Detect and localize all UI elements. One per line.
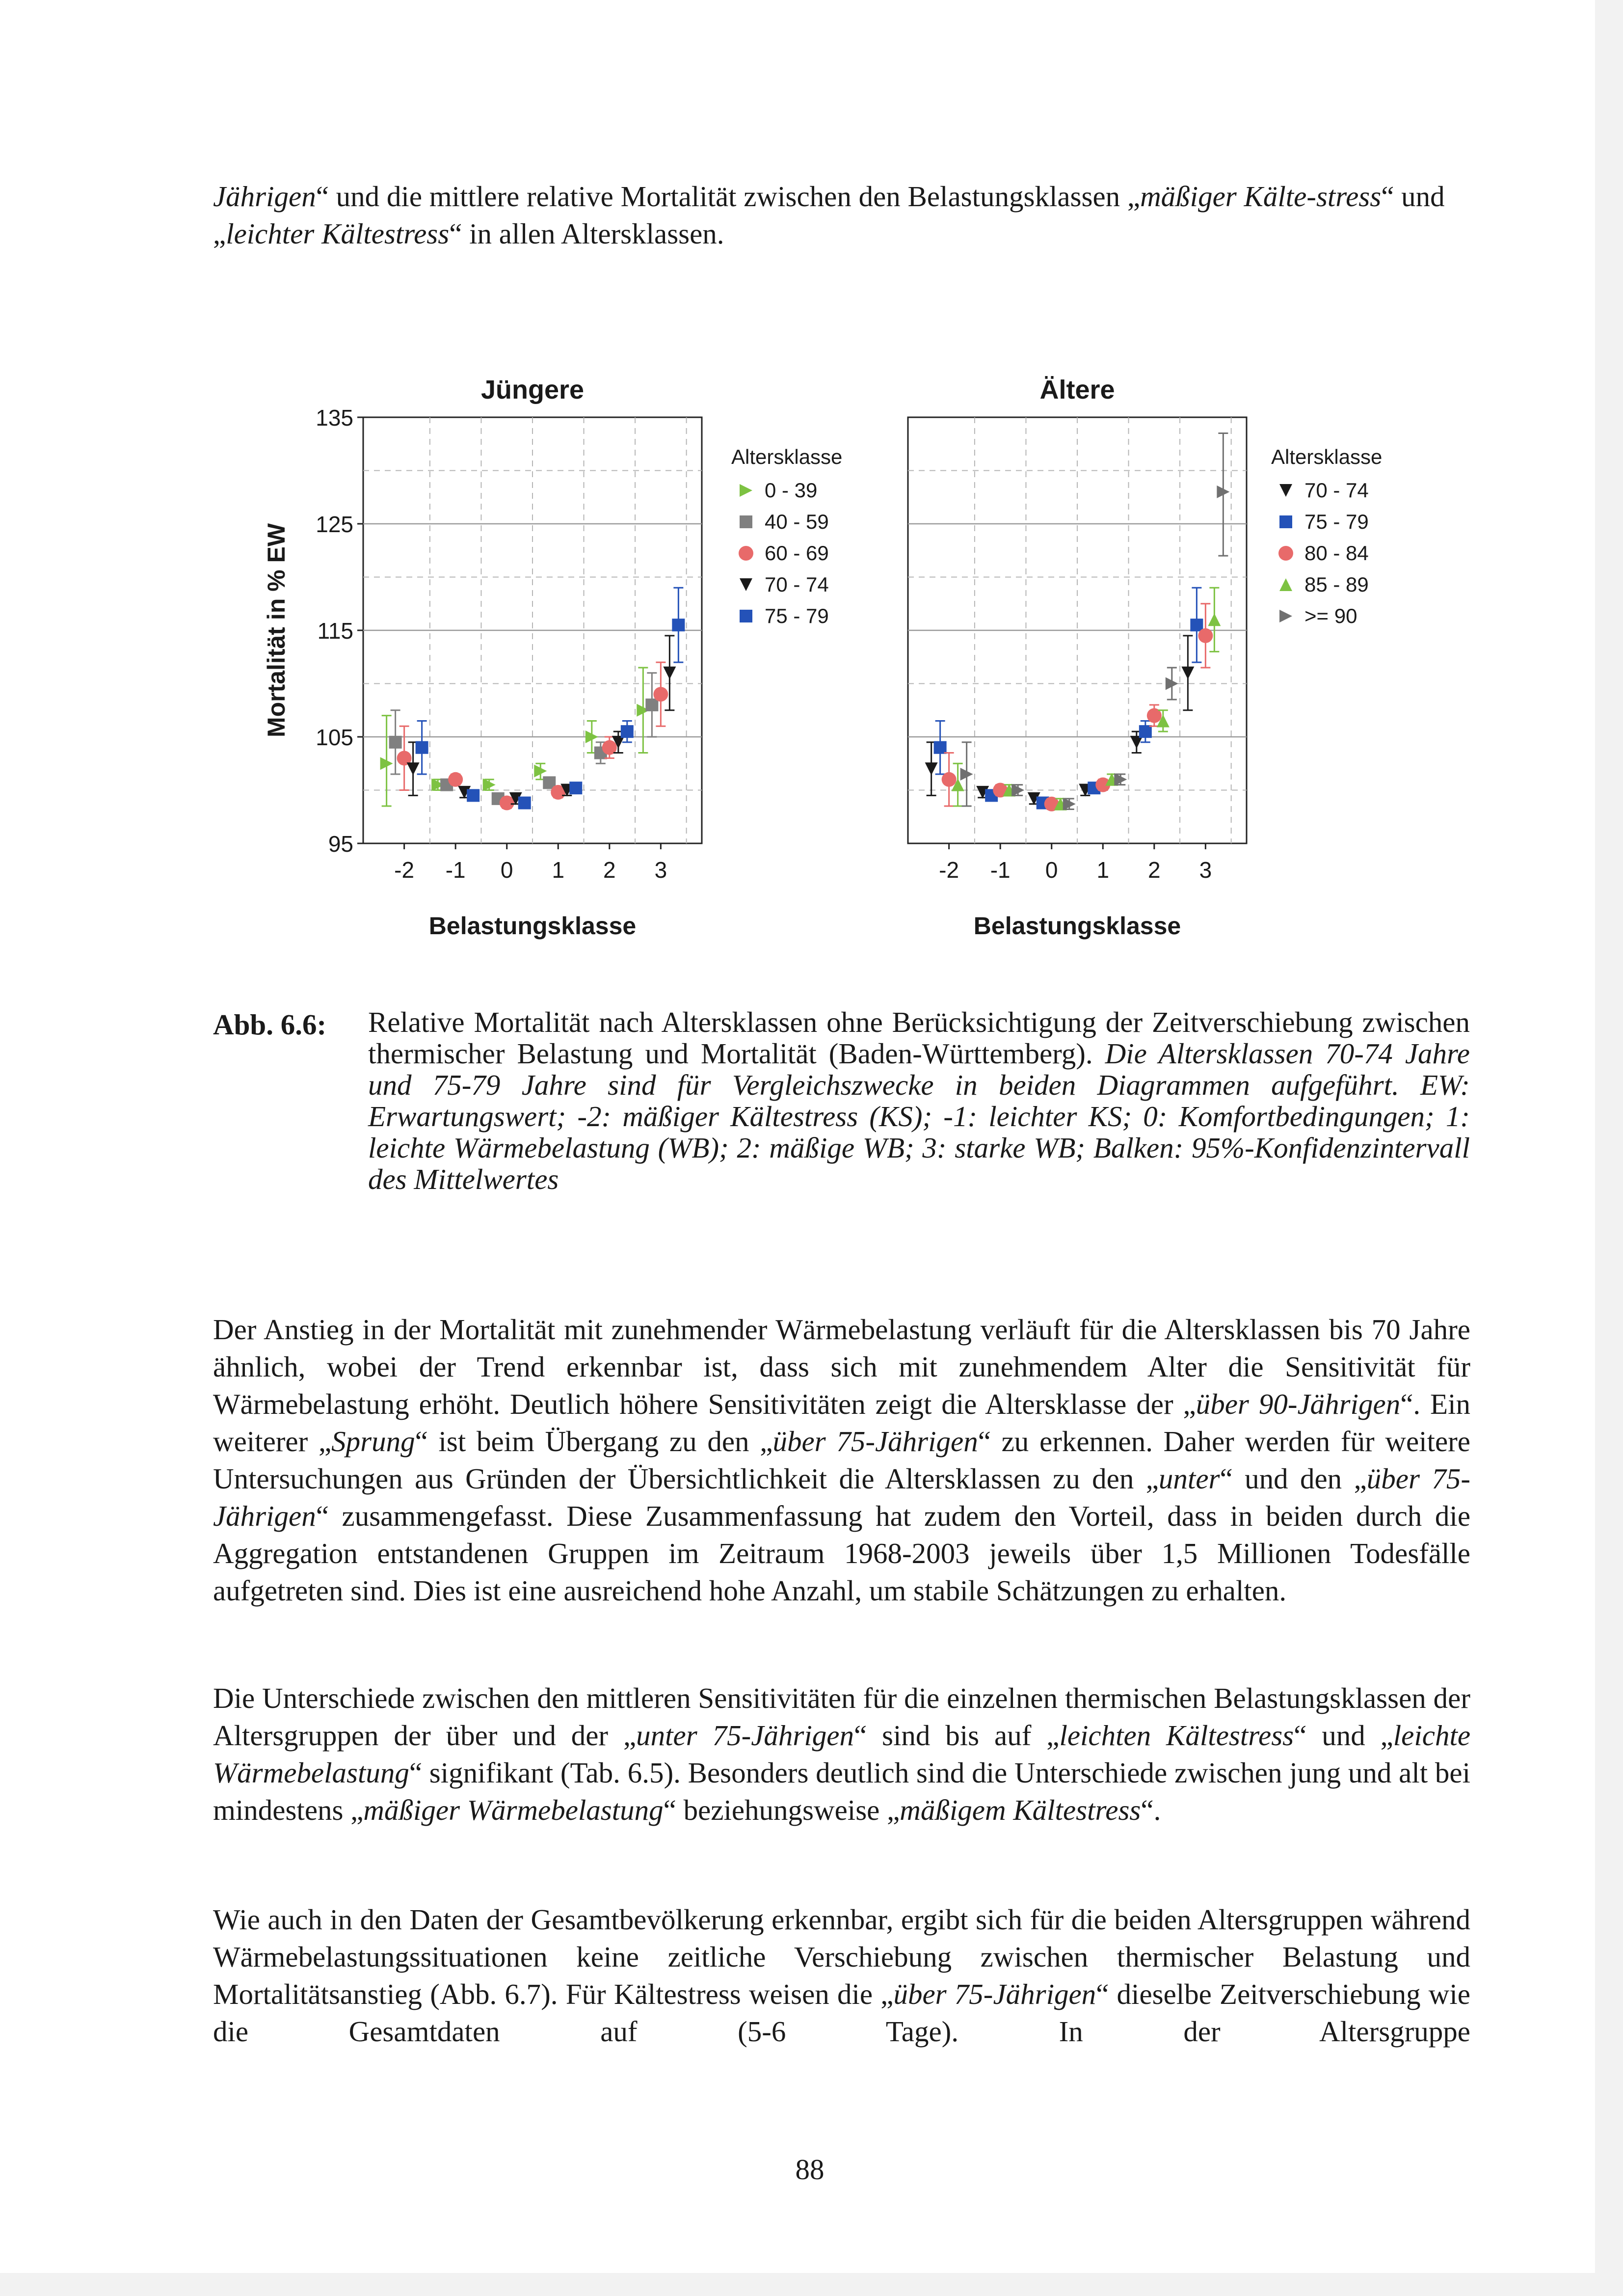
legend-label: 70 - 74	[765, 573, 829, 596]
data-point	[653, 687, 668, 702]
x-tick-label: 0	[500, 857, 513, 883]
data-point	[621, 725, 634, 738]
para-text: Der Anstieg in der Mortalität mit zunehmender Wärmebelastung verläuft für die Altersklassen bis 70 Jahre ähnlich, wobei der Trend erkennbar ist, dass sich mit zunehmendem Alter die Sensitivität für Wärmebelastung erhöht. Deutlich höhere Sensitivitäten zeigt die Altersklasse der „	[213, 1313, 1470, 1420]
legend-label: 75 - 79	[1304, 510, 1369, 533]
intro-text: “ und die mittlere relative Mortalität zwischen den Belastungsklassen „	[316, 180, 1141, 213]
legend-label: 85 - 89	[1304, 573, 1369, 596]
series--90	[960, 433, 1230, 810]
data-point	[518, 797, 531, 810]
x-tick-label: 3	[654, 857, 667, 883]
data-point	[389, 736, 402, 749]
para-text: Wie auch in den Daten der Gesamtbevölkerung erkennbar, ergibt sich für die beiden Altersgruppen während Wärmebelastungssituationen keine zeitliche Verschiebung zwischen thermischer Belastung und Mortalitätsanstieg (Abb. 6.7). Für Kältestress weisen die „	[213, 1903, 1470, 2010]
y-tick-label: 115	[317, 618, 353, 644]
y-axis-label: Mortalität in % EW	[263, 523, 290, 738]
legend	[1271, 445, 1382, 627]
data-point	[1198, 628, 1213, 643]
x-tick-label: 1	[552, 857, 565, 883]
intro-text: “ und „	[213, 180, 1445, 250]
para-text: “ und „	[1294, 1719, 1393, 1752]
para-text: “ zusammengefasst. Diese Zusammenfassung hat zudem den Vorteil, dass in beiden durch die Aggregation entstandenen Gruppen im Zeitraum 1968-2003 jeweils über 1,5 Millionen Todesfälle aufgetreten sind. Dies ist eine ausreichend hohe Anzahl, um stabile Schätzungen zu erhalten.	[213, 1500, 1470, 1607]
para-text: “ sind bis auf „	[853, 1719, 1060, 1752]
figure-caption	[368, 1006, 1470, 1195]
legend-label: 0 - 39	[765, 479, 818, 502]
data-point	[942, 772, 957, 787]
para-text: “ signifikant (Tab. 6.5). Besonders deutlich sind die Unterschiede zwischen jung und alt bei mindestens „	[213, 1756, 1470, 1826]
x-tick-label: -2	[394, 857, 415, 883]
caption-text-italic: Die Altersklassen 70-74 Jahre und 75-79 Jahre sind für Vergleichszwecke in beiden Diagrammen aufgeführt. EW: Erwartungswert; -2: mäßiger Kältestress (KS); -1: leichter KS; 0: Komfortbedingungen; 1: leichte Wärmebelastung (WB); 2: mäßige WB; 3: starke WB; Balken: 95%-Konfidenzintervall des Mittelwertes	[368, 1037, 1470, 1195]
page-number: 88	[795, 2153, 825, 2186]
para-term: Sprung	[331, 1425, 415, 1458]
chart-panel-1	[263, 375, 842, 940]
body-paragraph-2	[213, 1679, 1470, 1829]
para-term: unter 75-Jährigen	[636, 1719, 854, 1752]
data-point	[672, 619, 685, 631]
x-tick-label: 2	[1148, 857, 1161, 883]
para-term: unter	[1158, 1462, 1220, 1495]
para-term: leichten Kältestress	[1059, 1719, 1294, 1752]
x-tick-label: -2	[939, 857, 959, 883]
intro-term: leichter Kältestress	[226, 217, 450, 250]
data-point	[934, 741, 947, 754]
para-term: über 90-Jährigen	[1196, 1388, 1401, 1420]
data-point	[925, 762, 938, 775]
data-point	[1181, 667, 1194, 679]
para-term: mäßigem Kältestress	[900, 1794, 1141, 1826]
para-text: “ ist beim Übergang zu den „	[415, 1425, 773, 1458]
data-point	[663, 667, 676, 679]
x-axis-label: Belastungsklasse	[428, 912, 637, 940]
legend-label: 80 - 84	[1304, 541, 1369, 565]
body-paragraph-1	[213, 1311, 1470, 1609]
legend-label: 75 - 79	[765, 604, 829, 627]
y-tick-label: 125	[316, 512, 353, 537]
x-tick-label: 2	[603, 857, 616, 883]
data-point	[500, 796, 514, 810]
x-tick-label: -1	[445, 857, 466, 883]
legend-label: 70 - 74	[1304, 479, 1369, 502]
data-point	[448, 772, 463, 787]
y-tick-label: 95	[328, 831, 353, 857]
para-text: “.	[1141, 1794, 1161, 1826]
para-term: über 75-Jährigen	[893, 1978, 1096, 2010]
intro-term: mäßiger Kälte-stress	[1140, 180, 1382, 213]
chart-title: Ältere	[1039, 375, 1115, 405]
legend-label: >= 90	[1304, 604, 1357, 627]
data-point	[467, 789, 479, 802]
legend-marker	[740, 484, 752, 497]
x-tick-label: 1	[1096, 857, 1110, 883]
para-term: über 75-Jährigen	[213, 1462, 1470, 1532]
figure-label: Abb. 6.6:	[213, 1008, 327, 1041]
legend	[731, 445, 842, 627]
data-point	[1190, 619, 1203, 631]
legend-marker	[739, 546, 753, 561]
body-paragraph-3	[213, 1901, 1470, 2050]
legend-marker	[740, 578, 752, 591]
legend-marker	[1278, 546, 1293, 561]
data-point	[645, 699, 658, 711]
data-point	[416, 741, 428, 754]
chart-title: Jüngere	[480, 375, 585, 405]
chart-panel-2	[908, 375, 1382, 940]
legend-title: Altersklasse	[731, 445, 843, 468]
legend-marker	[1279, 578, 1292, 591]
para-text: “. Ein weiterer „	[213, 1388, 1470, 1458]
legend-title: Altersklasse	[1271, 445, 1383, 468]
legend-marker	[740, 610, 752, 622]
x-tick-label: -1	[990, 857, 1011, 883]
y-tick-label: 135	[316, 405, 353, 431]
para-term: über 75-Jährigen	[772, 1425, 978, 1458]
legend-label: 40 - 59	[765, 510, 829, 533]
para-text: “ beziehungsweise „	[663, 1794, 900, 1826]
legend-marker	[740, 515, 752, 528]
para-text: “ und den „	[1220, 1462, 1367, 1495]
data-point	[569, 782, 582, 794]
x-tick-label: 0	[1045, 857, 1058, 883]
legend-marker	[1279, 484, 1292, 497]
x-axis-label: Belastungsklasse	[973, 912, 1181, 940]
intro-paragraph	[213, 178, 1470, 252]
legend-label: 60 - 69	[765, 541, 829, 565]
data-point	[1208, 613, 1221, 626]
para-text: Die Unterschiede zwischen den mittleren Sensitivitäten für die einzelnen thermischen Belastungsklassen der Altersgruppen der über und der „	[213, 1682, 1470, 1752]
data-point	[407, 762, 420, 775]
x-tick-label: 3	[1199, 857, 1212, 883]
intro-text: “ in allen Altersklassen.	[449, 217, 724, 250]
para-text: “ zu erkennen. Daher werden für weitere Untersuchungen aus Gründen der Übersichtlichkeit die Altersklassen zu den „	[213, 1425, 1470, 1495]
para-term: leichte Wärmebelastung	[213, 1719, 1471, 1789]
para-text: “ dieselbe Zeitverschiebung wie die Gesamtdaten auf (5-6 Tage). In der Altersgruppe	[213, 1978, 1470, 2048]
legend-marker	[1279, 515, 1292, 528]
y-tick-label: 105	[316, 725, 353, 750]
data-point	[1139, 725, 1152, 738]
figure-charts	[245, 353, 1433, 952]
caption-text: Relative Mortalität nach Altersklassen ohne Berücksichtigung der Zeitverschiebung zwischen thermischer Belastung und Mortalität (Baden-Württemberg).	[368, 1006, 1470, 1070]
intro-term: Jährigen	[213, 180, 316, 213]
para-term: mäßiger Wärmebelastung	[363, 1794, 664, 1826]
legend-marker	[1279, 610, 1292, 622]
